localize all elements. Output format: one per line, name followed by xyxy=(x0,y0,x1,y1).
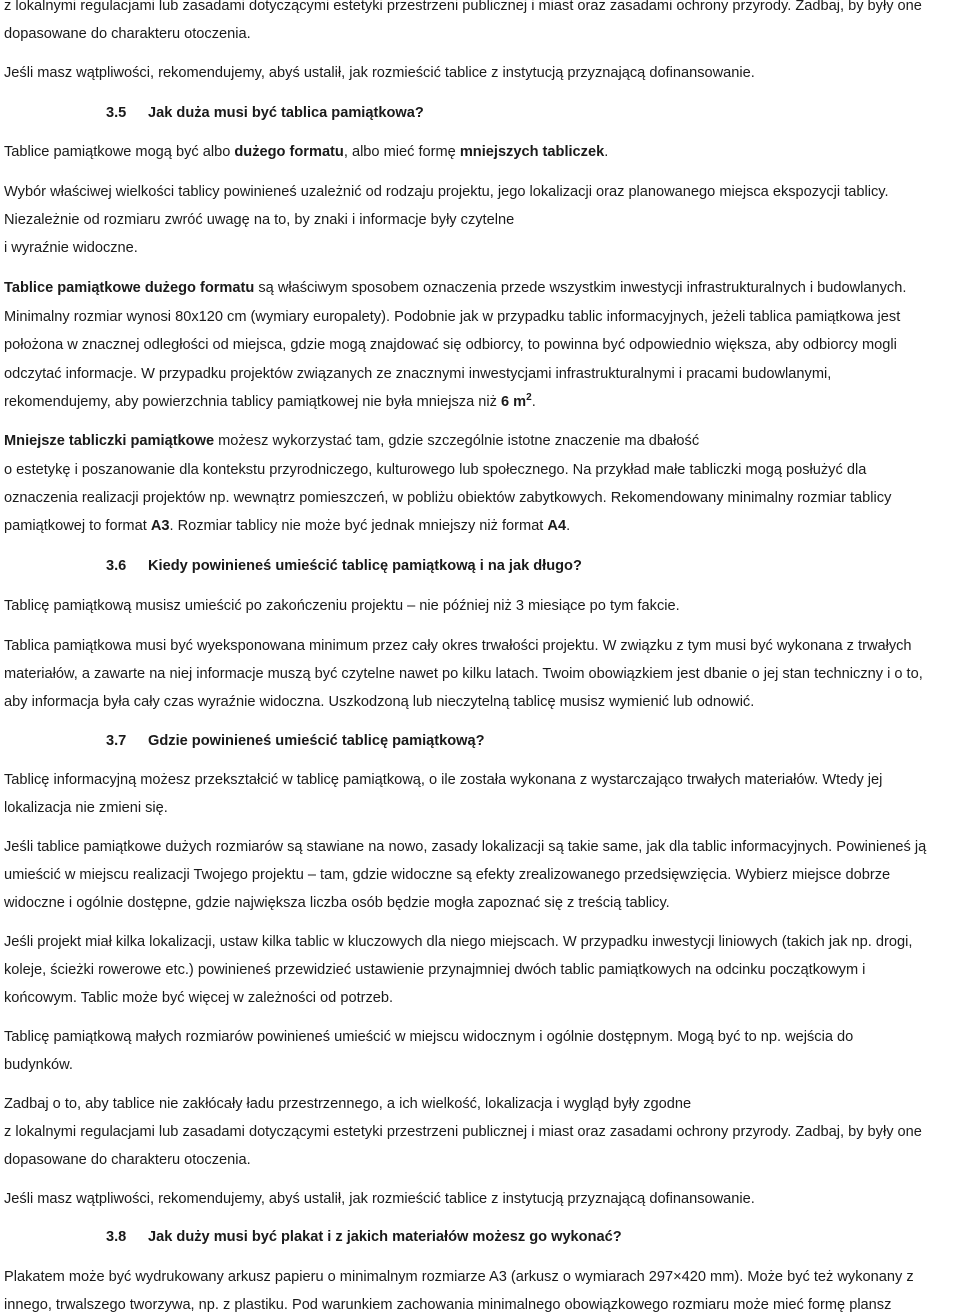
text-line: Tablice pamiątkowe dużego formatu są właściwym sposobem oznaczenia przede wszystkim inwestycji infrastrukturalnych i budowlanych. xyxy=(4,280,907,296)
text-line: Niezależnie od rozmiaru zwróć uwagę na to, by znaki i informacje były czytelne xyxy=(4,212,515,228)
text-line: końcowym. Tablic może być więcej w zależności od potrzeb. xyxy=(4,990,394,1006)
text-line: pamiątkowej to format A3. Rozmiar tablicy nie może być jednak mniejszy niż format A4. xyxy=(4,518,571,534)
text-line: materiałów, a zawarte na niej informacje muszą być czytelne nawet po kilku latach. Twoim obowiązkiem jest dbanie o jej stan techniczny i o to, xyxy=(4,666,923,682)
heading-number: 3.6 xyxy=(106,558,127,574)
text-line: rekomendujemy, aby powierzchnia tablicy pamiątkowej nie była mniejsza niż 6 $m^2$. xyxy=(4,392,536,410)
heading-number: 3.5 xyxy=(106,105,127,121)
text-line: Tablicę pamiątkową małych rozmiarów powinieneś umieścić w miejscu widocznym i ogólnie dostępnym. Mogą być to np. wejścia do xyxy=(4,1029,854,1045)
text-line: umieścić w miejscu realizacji Twojego projektu – tam, gdzie widoczne są efekty zrealizowanego przedsięwzięcia. Wybierz miejsce dobrze xyxy=(4,867,891,883)
text-line: oznaczenia realizacji projektów np. wewnątrz pomieszczeń, w pobliżu obiektów zabytkowych. Rekomendowany minimalny rozmiar tablicy xyxy=(4,490,892,506)
text-line: koleje, ścieżki rowerowe etc.) powinieneś przewidzieć ustawienie przynajmniej dwóch tablic pamiątkowych na odcinku początkowym i xyxy=(4,962,866,978)
text-line: Tablicę informacyjną możesz przekształcić w tablicę pamiątkową, o ile została wykonana z wystarczająco trwałych materiałów. Wtedy jej xyxy=(4,772,883,788)
text-line: odczytać informacje. W przypadku projektów związanych ze znacznymi inwestycjami infrastrukturalnymi i pracami budowlanymi, xyxy=(4,366,832,382)
text-line: położona w znacznej odległości od miejsca, gdzie mogą znajdować się odbiorcy, to powinna być odpowiednio większa, aby odbiorcy mogli xyxy=(4,337,897,353)
text-line: dopasowane do charakteru otoczenia. xyxy=(4,26,251,42)
text-line: Tablica pamiątkowa musi być wyeksponowana minimum przez cały okres trwałości projektu. W związku z tym musi być wykonana z trwałych xyxy=(4,638,912,654)
text-line: widoczne i ogólnie dostępne, gdzie największa liczba osób będzie mogła zapoznać się z treścią tablicy. xyxy=(4,895,670,911)
text-line: Zadbaj o to, aby tablice nie zakłócały ładu przestrzennego, a ich wielkość, lokalizacja i wygląd były zgodne xyxy=(4,1096,692,1112)
heading-title: Gdzie powinieneś umieścić tablicę pamiątkową? xyxy=(148,733,485,749)
text-line: i wyraźnie widoczne. xyxy=(4,240,138,256)
text-line: z lokalnymi regulacjami lub zasadami dotyczącymi estetyki przestrzeni publicznej i miast oraz zasadami ochrony przyrody. Zadbaj, by były one xyxy=(4,1124,922,1140)
heading-title: Jak duży musi być plakat i z jakich materiałów możesz go wykonać? xyxy=(148,1229,622,1245)
text-line: dopasowane do charakteru otoczenia. xyxy=(4,1152,251,1168)
text-line: o estetykę i poszanowanie dla kontekstu przyrodniczego, kulturowego lub społecznego. Na przykład małe tabliczki mogą posłużyć dla xyxy=(4,462,867,478)
text-line: innego, trwalszego tworzywa, np. z plastiku. Pod warunkiem zachowania minimalnego obowiązkowego rozmiaru może mieć formę plansz xyxy=(4,1297,892,1313)
text-line: Plakatem może być wydrukowany arkusz papieru o minimalnym rozmiarze A3 (arkusz o wymiarach 297×420 mm). Może być też wykonany z xyxy=(4,1269,914,1285)
heading-title: Jak duża musi być tablica pamiątkowa? xyxy=(148,105,424,121)
text-line: aby informacja była cały czas wyraźnie widoczna. Uszkodzoną lub nieczytelną tablicę musisz wymienić lub odnowić. xyxy=(4,694,755,710)
text-line: Tablice pamiątkowe mogą być albo dużego formatu, albo mieć formę mniejszych tabliczek. xyxy=(4,144,609,160)
text-line: Wybór właściwej wielkości tablicy powinieneś uzależnić od rodzaju projektu, jego lokalizacji oraz planowanego miejsca ekspozycji tablicy. xyxy=(4,184,889,200)
heading-title: Kiedy powinieneś umieścić tablicę pamiątkową i na jak długo? xyxy=(148,558,582,574)
text-line: budynków. xyxy=(4,1057,73,1073)
text-line: lokalizacja nie zmieni się. xyxy=(4,800,168,816)
text-line: Jeśli projekt miał kilka lokalizacji, ustaw kilka tablic w kluczowych dla niego miejscach. W przypadku inwestycji liniowych (takich jak np. drogi, xyxy=(4,934,913,950)
text-line: Mniejsze tabliczki pamiątkowe możesz wykorzystać tam, gdzie szczególnie istotne znaczenie ma dbałość xyxy=(4,433,700,449)
text-line: Jeśli masz wątpliwości, rekomendujemy, abyś ustalił, jak rozmieścić tablice z instytucją przyznającą dofinansowanie. xyxy=(4,1191,755,1207)
heading-number: 3.8 xyxy=(106,1229,127,1245)
text-line: Jeśli masz wątpliwości, rekomendujemy, abyś ustalił, jak rozmieścić tablice z instytucją przyznającą dofinansowanie. xyxy=(4,65,755,81)
text-line: Minimalny rozmiar wynosi 80x120 cm (wymiary europalety). Podobnie jak w przypadku tablic informacyjnych, jeżeli tablica pamiątkowa jest xyxy=(4,309,901,325)
text-line: Jeśli tablice pamiątkowe dużych rozmiarów są stawiane na nowo, zasady lokalizacji są takie same, jak dla tablic informacyjnych. Powinieneś ją xyxy=(4,839,927,855)
heading-number: 3.7 xyxy=(106,733,127,749)
text-line: Tablicę pamiątkową musisz umieścić po zakończeniu projektu – nie później niż 3 miesiące po tym fakcie. xyxy=(4,598,680,614)
text-line: z lokalnymi regulacjami lub zasadami dotyczącymi estetyki przestrzeni publicznej i miast oraz zasadami ochrony przyrody. Zadbaj, by były one xyxy=(4,0,922,14)
